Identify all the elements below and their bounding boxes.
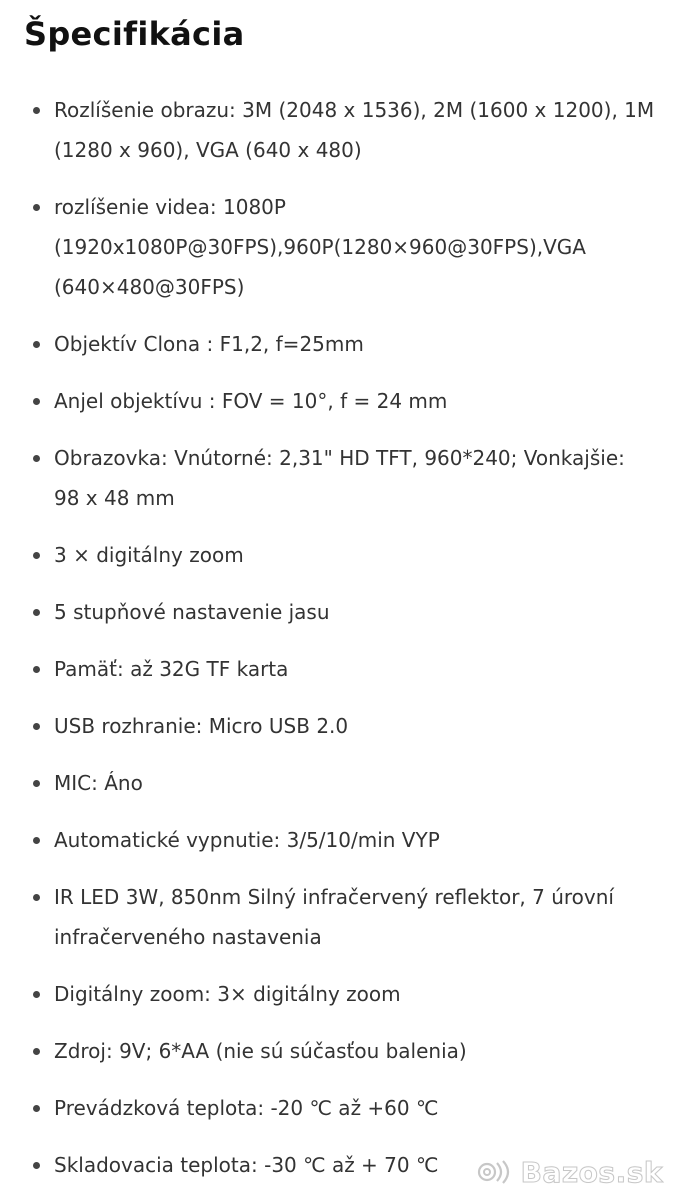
bullet-icon	[33, 455, 40, 462]
spec-text: Obrazovka: Vnútorné: 2,31" HD TFT, 960*240; Vonkajšie: 98 x 48 mm	[54, 446, 625, 510]
watermark	[475, 1154, 663, 1190]
list-item	[0, 438, 675, 518]
bullet-icon	[33, 1048, 40, 1055]
list-item	[0, 1088, 675, 1128]
spec-text: IR LED 3W, 850nm Silný infračervený reflektor, 7 úrovní infračerveného nastavenia	[54, 885, 614, 949]
spec-text: Anjel objektívu : FOV = 10°, f = 24 mm	[54, 389, 448, 413]
spec-text: Digitálny zoom: 3× digitálny zoom	[54, 982, 401, 1006]
spec-text: Skladovacia teplota: -30 ℃ až + 70 ℃	[54, 1153, 439, 1177]
watermark-text: Bazos.sk	[520, 1155, 663, 1189]
list-item	[0, 324, 675, 364]
bullet-icon	[33, 1162, 40, 1169]
spec-text: Pamäť: až 32G TF karta	[54, 657, 289, 681]
bazos-logo-icon	[475, 1157, 515, 1187]
page-title: Špecifikácia	[24, 15, 245, 53]
list-item	[0, 187, 675, 307]
spec-text: Zdroj: 9V; 6*AA (nie sú súčasťou balenia)	[54, 1039, 467, 1063]
list-item	[0, 535, 675, 575]
spec-text: Objektív Clona : F1,2, f=25mm	[54, 332, 364, 356]
list-item	[0, 90, 675, 170]
spec-text: USB rozhranie: Micro USB 2.0	[54, 714, 349, 738]
spec-text: Automatické vypnutie: 3/5/10/min VYP	[54, 828, 440, 852]
bullet-icon	[33, 723, 40, 730]
spec-text: Rozlíšenie obrazu: 3M (2048 x 1536), 2M (1600 x 1200), 1M (1280 x 960), VGA (640 x 480)	[54, 98, 655, 162]
bullet-icon	[33, 552, 40, 559]
bullet-icon	[33, 894, 40, 901]
spec-text: rozlíšenie videa: 1080P (1920x1080P@30FPS),960P(1280×960@30FPS),VGA (640×480@30FPS)	[54, 195, 586, 299]
spec-text: 3 × digitálny zoom	[54, 543, 244, 567]
bullet-icon	[33, 1105, 40, 1112]
list-item	[0, 706, 675, 746]
bullet-icon	[33, 398, 40, 405]
list-item	[0, 649, 675, 689]
bullet-icon	[33, 666, 40, 673]
bullet-icon	[33, 837, 40, 844]
list-item	[0, 592, 675, 632]
bullet-icon	[33, 341, 40, 348]
bullet-icon	[33, 780, 40, 787]
spec-list	[0, 90, 675, 1185]
spec-text: Prevádzková teplota: -20 ℃ až +60 ℃	[54, 1096, 439, 1120]
list-item	[0, 763, 675, 803]
list-item	[0, 877, 675, 957]
bullet-icon	[33, 991, 40, 998]
list-item	[0, 1031, 675, 1071]
spec-text: MIC: Áno	[54, 771, 143, 795]
list-item	[0, 381, 675, 421]
bullet-icon	[33, 204, 40, 211]
list-item	[0, 820, 675, 860]
bullet-icon	[33, 609, 40, 616]
spec-text: 5 stupňové nastavenie jasu	[54, 600, 330, 624]
list-item	[0, 974, 675, 1014]
bullet-icon	[33, 107, 40, 114]
